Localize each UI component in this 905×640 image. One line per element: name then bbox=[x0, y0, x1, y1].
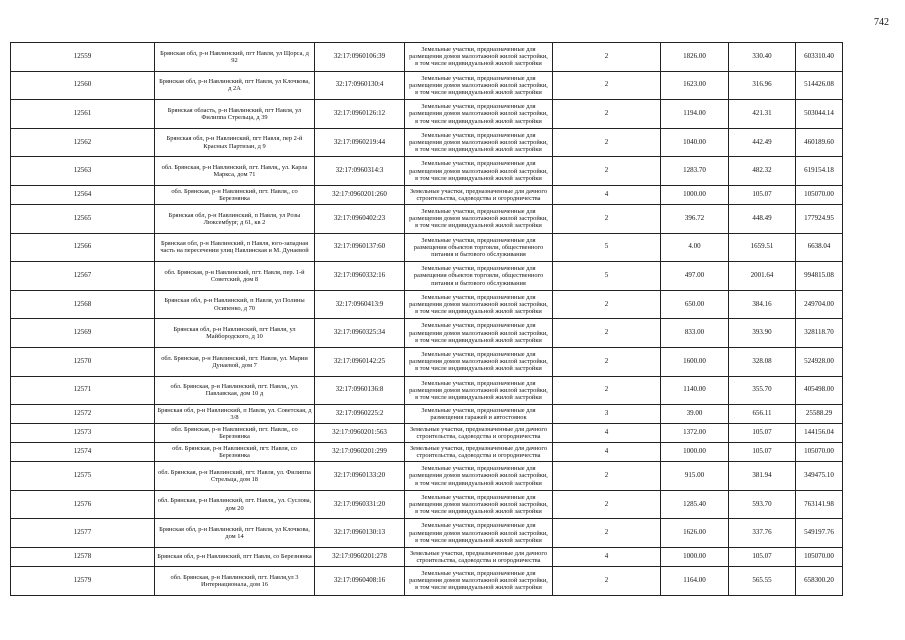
cadastral-value-cell: 144156.04 bbox=[796, 424, 843, 443]
specific-value-cell: 330.40 bbox=[729, 43, 796, 72]
cadastral-number-cell: 32:17:0960130:4 bbox=[315, 71, 405, 100]
row-number: 12573 bbox=[11, 424, 155, 443]
cadastral-value-cell: 25588.29 bbox=[796, 405, 843, 424]
row-number: 12568 bbox=[11, 290, 155, 319]
address-cell: обл. Брянская, р-н Навлинский, пгт. Навля, ул. Марии Дунаевой, дом 7 bbox=[155, 347, 315, 376]
specific-value-cell: 381.94 bbox=[729, 462, 796, 491]
table-row bbox=[11, 490, 843, 519]
cadastral-number-cell: 32:17:0960332:16 bbox=[315, 262, 405, 291]
land-use-cell: Земельные участки, предназначенные для размещения домов малоэтажной жилой застройки, в том числе индивидуальной жилой застройки bbox=[405, 128, 553, 157]
cadastral-value-cell: 503044.14 bbox=[796, 100, 843, 129]
table-row bbox=[11, 347, 843, 376]
specific-value-cell: 656.11 bbox=[729, 405, 796, 424]
land-use-cell: Земельные участки, предназначенные для размещения домов малоэтажной жилой застройки, в том числе индивидуальной жилой застройки bbox=[405, 347, 553, 376]
specific-value-cell: 2001.64 bbox=[729, 262, 796, 291]
cadastral-number-cell: 32:17:0960331:20 bbox=[315, 490, 405, 519]
cadastral-number-cell: 32:17:0960413:9 bbox=[315, 290, 405, 319]
address-cell: Брянская область, р-н Навлинский, пгт Навля, ул Филиппа Стрельца, д 39 bbox=[155, 100, 315, 129]
specific-value-cell: 421.31 bbox=[729, 100, 796, 129]
group-cell: 2 bbox=[553, 100, 661, 129]
area-cell: 1040.00 bbox=[661, 128, 729, 157]
area-cell: 1000.00 bbox=[661, 185, 729, 204]
table-row bbox=[11, 290, 843, 319]
area-cell: 497.00 bbox=[661, 262, 729, 291]
area-cell: 1000.00 bbox=[661, 547, 729, 566]
land-use-cell: Земельные участки, предназначенные для размещения гаражей и автостоянок bbox=[405, 405, 553, 424]
address-cell: обл. Брянская, р-н Навлинский, пгт. Навля, пер. 1-й Советский, дом 8 bbox=[155, 262, 315, 291]
land-use-cell: Земельные участки, предназначенные для размещения домов малоэтажной жилой застройки, в том числе индивидуальной жилой застройки bbox=[405, 100, 553, 129]
row-number: 12571 bbox=[11, 376, 155, 405]
table-row bbox=[11, 319, 843, 348]
group-cell: 2 bbox=[553, 319, 661, 348]
group-cell: 2 bbox=[553, 43, 661, 72]
land-use-cell: Земельные участки, предназначенные для размещения домов малоэтажной жилой застройки, в том числе индивидуальной жилой застройки bbox=[405, 157, 553, 186]
group-cell: 2 bbox=[553, 347, 661, 376]
group-cell: 5 bbox=[553, 233, 661, 262]
land-use-cell: Земельные участки, предназначенные для размещения домов малоэтажной жилой застройки, в том числе индивидуальной жилой застройки bbox=[405, 490, 553, 519]
cadastral-value-cell: 328118.70 bbox=[796, 319, 843, 348]
land-use-cell: Земельные участки, предназначенные для размещения объектов торговли, общественного питания и бытового обслуживания bbox=[405, 262, 553, 291]
address-cell: Брянская обл, р-н Навлинский, п Навля, юго-западная часть на пересечении улиц Навлинская и М. Дунаевой bbox=[155, 233, 315, 262]
cadastral-value-cell: 763141.98 bbox=[796, 490, 843, 519]
land-use-cell: Земельные участки, предназначенные для дачного строительства, садоводства и огородничества bbox=[405, 424, 553, 443]
group-cell: 2 bbox=[553, 566, 661, 595]
specific-value-cell: 593.70 bbox=[729, 490, 796, 519]
group-cell: 2 bbox=[553, 157, 661, 186]
group-cell: 3 bbox=[553, 405, 661, 424]
land-use-cell: Земельные участки, предназначенные для размещения домов малоэтажной жилой застройки, в том числе индивидуальной жилой застройки bbox=[405, 43, 553, 72]
row-number: 12574 bbox=[11, 443, 155, 462]
cadastral-value-cell: 603310.40 bbox=[796, 43, 843, 72]
land-use-cell: Земельные участки, предназначенные для размещения домов малоэтажной жилой застройки, в том числе индивидуальной жилой застройки bbox=[405, 566, 553, 595]
cadastral-number-cell: 32:17:0960201:260 bbox=[315, 185, 405, 204]
group-cell: 2 bbox=[553, 71, 661, 100]
row-number: 12563 bbox=[11, 157, 155, 186]
group-cell: 2 bbox=[553, 290, 661, 319]
group-cell: 2 bbox=[553, 490, 661, 519]
area-cell: 1623.00 bbox=[661, 71, 729, 100]
cadastral-value-cell: 249704.00 bbox=[796, 290, 843, 319]
area-cell: 1600.00 bbox=[661, 347, 729, 376]
specific-value-cell: 316.96 bbox=[729, 71, 796, 100]
area-cell: 915.00 bbox=[661, 462, 729, 491]
row-number: 12567 bbox=[11, 262, 155, 291]
specific-value-cell: 393.90 bbox=[729, 319, 796, 348]
area-cell: 1000.00 bbox=[661, 443, 729, 462]
specific-value-cell: 328.08 bbox=[729, 347, 796, 376]
table-row bbox=[11, 157, 843, 186]
cadastral-number-cell: 32:17:0960106:39 bbox=[315, 43, 405, 72]
group-cell: 2 bbox=[553, 376, 661, 405]
cadastral-number-cell: 32:17:0960225:2 bbox=[315, 405, 405, 424]
cadastral-value-cell: 994815.08 bbox=[796, 262, 843, 291]
specific-value-cell: 565.55 bbox=[729, 566, 796, 595]
address-cell: обл. Брянская, р-н Навлинский, пгт. Навля, со Березнянка bbox=[155, 443, 315, 462]
table-row bbox=[11, 71, 843, 100]
cadastral-number-cell: 32:17:0960201:563 bbox=[315, 424, 405, 443]
area-cell: 1285.40 bbox=[661, 490, 729, 519]
specific-value-cell: 482.32 bbox=[729, 157, 796, 186]
land-use-cell: Земельные участки, предназначенные для дачного строительства, садоводства и огородничества bbox=[405, 185, 553, 204]
land-registry-table bbox=[10, 42, 843, 596]
group-cell: 5 bbox=[553, 262, 661, 291]
address-cell: обл. Брянская, р-н Навлинский, пгт. Навля,, ул. Суслова, дом 20 bbox=[155, 490, 315, 519]
cadastral-value-cell: 658300.20 bbox=[796, 566, 843, 595]
row-number: 12566 bbox=[11, 233, 155, 262]
specific-value-cell: 337.76 bbox=[729, 519, 796, 548]
specific-value-cell: 105.07 bbox=[729, 185, 796, 204]
land-use-cell: Земельные участки, предназначенные для размещения домов малоэтажной жилой застройки, в том числе индивидуальной жилой застройки bbox=[405, 71, 553, 100]
cadastral-value-cell: 6638.04 bbox=[796, 233, 843, 262]
cadastral-number-cell: 32:17:0960402:23 bbox=[315, 204, 405, 233]
cadastral-value-cell: 514426.08 bbox=[796, 71, 843, 100]
row-number: 12570 bbox=[11, 347, 155, 376]
cadastral-number-cell: 32:17:0960314:3 bbox=[315, 157, 405, 186]
row-number: 12564 bbox=[11, 185, 155, 204]
cadastral-number-cell: 32:17:0960201:278 bbox=[315, 547, 405, 566]
land-use-cell: Земельные участки, предназначенные для размещения домов малоэтажной жилой застройки, в том числе индивидуальной жилой застройки bbox=[405, 376, 553, 405]
address-cell: Брянская обл, р-н Навлинский, п Навля, ул. Советская, д 3/8 bbox=[155, 405, 315, 424]
row-number: 12565 bbox=[11, 204, 155, 233]
area-cell: 1283.70 bbox=[661, 157, 729, 186]
area-cell: 1826.00 bbox=[661, 43, 729, 72]
group-cell: 2 bbox=[553, 128, 661, 157]
group-cell: 4 bbox=[553, 547, 661, 566]
cadastral-number-cell: 32:17:0960133:20 bbox=[315, 462, 405, 491]
cadastral-number-cell: 32:17:0960408:16 bbox=[315, 566, 405, 595]
cadastral-number-cell: 32:17:0960136:8 bbox=[315, 376, 405, 405]
address-cell: обл. Брянская, р-н Навлинский, пгт. Навля,, ул. Карла Маркса, дом 71 bbox=[155, 157, 315, 186]
cadastral-value-cell: 549197.76 bbox=[796, 519, 843, 548]
table-row bbox=[11, 519, 843, 548]
address-cell: обл. Брянская, р-н Навлинский, пгт. Навля,, со Березнянка bbox=[155, 185, 315, 204]
table-row bbox=[11, 462, 843, 491]
group-cell: 4 bbox=[553, 443, 661, 462]
table-row bbox=[11, 43, 843, 72]
land-use-cell: Земельные участки, предназначенные для размещения домов малоэтажной жилой застройки, в том числе индивидуальной жилой застройки bbox=[405, 290, 553, 319]
row-number: 12579 bbox=[11, 566, 155, 595]
specific-value-cell: 1659.51 bbox=[729, 233, 796, 262]
cadastral-number-cell: 32:17:0960142:25 bbox=[315, 347, 405, 376]
specific-value-cell: 105.07 bbox=[729, 443, 796, 462]
table-row bbox=[11, 424, 843, 443]
cadastral-number-cell: 32:17:0960219:44 bbox=[315, 128, 405, 157]
land-use-cell: Земельные участки, предназначенные для дачного строительства, садоводства и огородничества bbox=[405, 443, 553, 462]
cadastral-value-cell: 105070.00 bbox=[796, 185, 843, 204]
cadastral-number-cell: 32:17:0960201:299 bbox=[315, 443, 405, 462]
table-row bbox=[11, 100, 843, 129]
area-cell: 1164.00 bbox=[661, 566, 729, 595]
table-body bbox=[11, 43, 843, 596]
land-use-cell: Земельные участки, предназначенные для размещения домов малоэтажной жилой застройки, в том числе индивидуальной жилой застройки bbox=[405, 519, 553, 548]
specific-value-cell: 448.49 bbox=[729, 204, 796, 233]
area-cell: 4.00 bbox=[661, 233, 729, 262]
group-cell: 2 bbox=[553, 204, 661, 233]
cadastral-value-cell: 405498.00 bbox=[796, 376, 843, 405]
address-cell: Брянская обл, р-н Навлинский, пгт Навля, ул Клочкова, дом 14 bbox=[155, 519, 315, 548]
cadastral-number-cell: 32:17:0960126:12 bbox=[315, 100, 405, 129]
table-row bbox=[11, 233, 843, 262]
row-number: 12577 bbox=[11, 519, 155, 548]
address-cell: обл. Брянская, р-н Навлинский, пгт. Навля,, ул. Павлавская, дом 10 д bbox=[155, 376, 315, 405]
row-number: 12576 bbox=[11, 490, 155, 519]
address-cell: Брянская обл, р-н Навлинский, пгт Навля, пер 2-й Красных Партизан, д 9 bbox=[155, 128, 315, 157]
specific-value-cell: 384.16 bbox=[729, 290, 796, 319]
address-cell: Брянская обл, р-н Навлинский, пгт Навля, ул Майбородского, д 10 bbox=[155, 319, 315, 348]
row-number: 12562 bbox=[11, 128, 155, 157]
cadastral-value-cell: 105070.00 bbox=[796, 443, 843, 462]
specific-value-cell: 105.07 bbox=[729, 547, 796, 566]
cadastral-value-cell: 460189.60 bbox=[796, 128, 843, 157]
area-cell: 833.00 bbox=[661, 319, 729, 348]
table-row bbox=[11, 547, 843, 566]
area-cell: 1372.00 bbox=[661, 424, 729, 443]
page-number: 742 bbox=[874, 17, 889, 28]
address-cell: обл. Брянская, р-н Навлинский, пгт. Навля,ул 3 Интернационала, дом 16 bbox=[155, 566, 315, 595]
row-number: 12561 bbox=[11, 100, 155, 129]
row-number: 12559 bbox=[11, 43, 155, 72]
address-cell: Брянская обл, р-н Навлинский, п Навля, ул Розы Люксембург, д 61, кв 2 bbox=[155, 204, 315, 233]
area-cell: 39.00 bbox=[661, 405, 729, 424]
table-row bbox=[11, 443, 843, 462]
table-row bbox=[11, 405, 843, 424]
table-row bbox=[11, 376, 843, 405]
group-cell: 2 bbox=[553, 462, 661, 491]
address-cell: обл. Брянская, р-н Навлинский, пгт. Навля, ул. Филиппа Стрельца, дом 18 bbox=[155, 462, 315, 491]
area-cell: 396.72 bbox=[661, 204, 729, 233]
specific-value-cell: 105.07 bbox=[729, 424, 796, 443]
group-cell: 2 bbox=[553, 519, 661, 548]
row-number: 12578 bbox=[11, 547, 155, 566]
area-cell: 1626.00 bbox=[661, 519, 729, 548]
row-number: 12569 bbox=[11, 319, 155, 348]
table-row bbox=[11, 128, 843, 157]
area-cell: 1194.00 bbox=[661, 100, 729, 129]
land-use-cell: Земельные участки, предназначенные для размещения домов малоэтажной жилой застройки, в том числе индивидуальной жилой застройки bbox=[405, 462, 553, 491]
cadastral-number-cell: 32:17:0960137:60 bbox=[315, 233, 405, 262]
table-row bbox=[11, 566, 843, 595]
land-use-cell: Земельные участки, предназначенные для размещения домов малоэтажной жилой застройки, в том числе индивидуальной жилой застройки bbox=[405, 204, 553, 233]
row-number: 12572 bbox=[11, 405, 155, 424]
table-row bbox=[11, 262, 843, 291]
land-use-cell: Земельные участки, предназначенные для размещения домов малоэтажной жилой застройки, в том числе индивидуальной жилой застройки bbox=[405, 319, 553, 348]
group-cell: 4 bbox=[553, 185, 661, 204]
specific-value-cell: 355.70 bbox=[729, 376, 796, 405]
land-use-cell: Земельные участки, предназначенные для размещения объектов торговли, общественного питания и бытового обслуживания bbox=[405, 233, 553, 262]
cadastral-number-cell: 32:17:0960325:34 bbox=[315, 319, 405, 348]
row-number: 12560 bbox=[11, 71, 155, 100]
address-cell: Брянская обл, р-н Навлинский, пгт Навля, со Березнянка bbox=[155, 547, 315, 566]
table-row bbox=[11, 185, 843, 204]
cadastral-number-cell: 32:17:0960130:13 bbox=[315, 519, 405, 548]
table-row bbox=[11, 204, 843, 233]
area-cell: 1140.00 bbox=[661, 376, 729, 405]
cadastral-value-cell: 177924.95 bbox=[796, 204, 843, 233]
cadastral-value-cell: 619154.18 bbox=[796, 157, 843, 186]
row-number: 12575 bbox=[11, 462, 155, 491]
address-cell: обл. Брянская, р-н Навлинский, пгт. Навля,, со Березнянка bbox=[155, 424, 315, 443]
cadastral-value-cell: 524928.00 bbox=[796, 347, 843, 376]
address-cell: Брянская обл, р-н Навлинский, пгт Навля, ул Клочкова, д 2А bbox=[155, 71, 315, 100]
land-use-cell: Земельные участки, предназначенные для дачного строительства, садоводства и огородничества bbox=[405, 547, 553, 566]
specific-value-cell: 442.49 bbox=[729, 128, 796, 157]
area-cell: 650.00 bbox=[661, 290, 729, 319]
cadastral-value-cell: 349475.10 bbox=[796, 462, 843, 491]
cadastral-value-cell: 105070.00 bbox=[796, 547, 843, 566]
address-cell: Брянская обл, р-н Навлинский, п Навля, ул Полины Осипенко, д 70 bbox=[155, 290, 315, 319]
group-cell: 4 bbox=[553, 424, 661, 443]
address-cell: Брянская обл, р-н Навлинский, пгт Навля, ул Щорса, д 92 bbox=[155, 43, 315, 72]
